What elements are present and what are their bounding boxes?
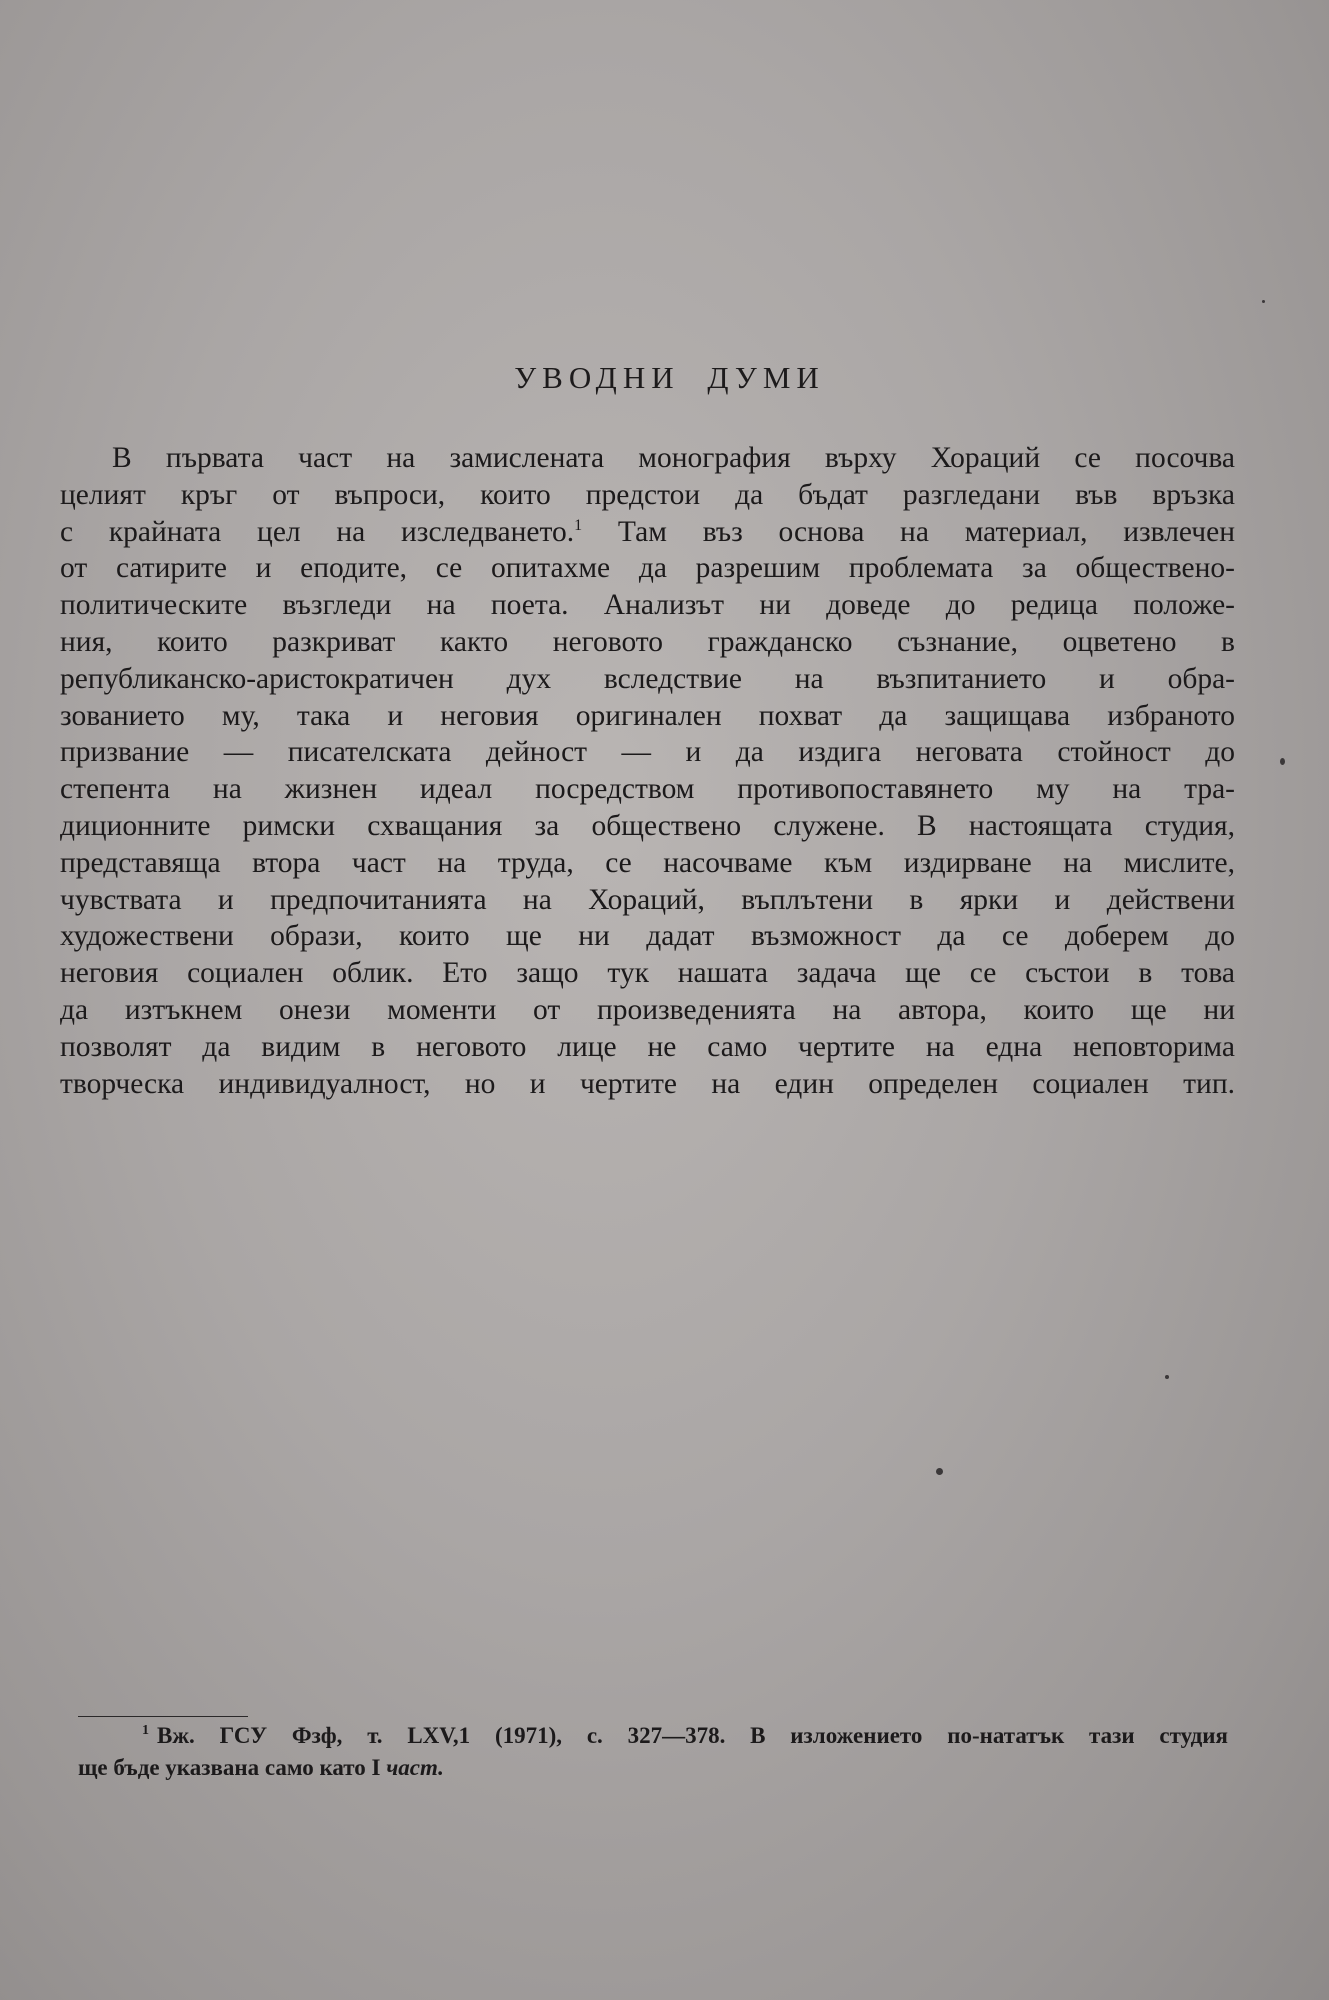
paragraph-line: републиканско-аристократичен дух вследствие на възпитанието и обра- — [60, 662, 1235, 695]
paragraph-line: да изтъкнем онези моменти от произведенията на автора, които ще ни — [60, 993, 1235, 1026]
footnote-text: Вж. ГСУ Фзф, т. LXV,1 (1971), с. 327—378. В изложението по-нататък тази студия — [157, 1723, 1228, 1748]
paper-speck — [936, 1468, 943, 1475]
footnote-italic-text: част. — [386, 1755, 444, 1780]
paragraph-line: призвание — писателската дейност — и да издига неговата стойност до — [60, 736, 1235, 769]
body-paragraph — [60, 440, 1235, 1102]
page-title-text: УВОДНИ ДУМИ — [514, 360, 825, 395]
paragraph-line: диционните римски схващания за обществено служене. В настоящата студия, — [60, 809, 1235, 842]
paragraph-line: политическите възгледи на поета. Анализът ни доведе до редица положе- — [60, 589, 1235, 622]
paragraph-line — [60, 514, 1235, 551]
page-title — [0, 360, 1329, 396]
paragraph-line: степента на жизнен идеал посредством противопоставянето му на тра- — [60, 773, 1235, 806]
paper-speck — [1165, 1375, 1169, 1379]
paragraph-line: от сатирите и еподите, се опитахме да разрешим проблемата за обществено- — [60, 552, 1235, 585]
paragraph-line: целият кръг от въпроси, които предстои да бъдат разгледани във връзка — [60, 478, 1235, 511]
paragraph-line: зованието му, така и неговия оригинален похват да защищава избраното — [60, 699, 1235, 732]
paragraph-line: художествени образи, които ще ни дадат възможност да се доберем до — [60, 920, 1235, 953]
paper-speck — [1262, 300, 1265, 303]
footnote-number: 1 — [142, 1723, 149, 1739]
paragraph-line: позволят да видим в неговото лице не само чертите на една неповторима — [60, 1030, 1235, 1063]
paragraph-line: ния, които разкриват както неговото гражданско съзнание, оцветено в — [60, 625, 1235, 658]
footnote-text: ще бъде указвана само като I — [78, 1755, 387, 1780]
footnote-separator — [78, 1716, 248, 1717]
paragraph-line: В първата част на замислената монография върху Хораций се посочва — [112, 442, 1235, 474]
paper-speck — [1280, 758, 1285, 765]
footnote-reference[interactable]: 1 — [574, 516, 583, 534]
paragraph-line: чувствата и предпочитанията на Хораций, въплътени в ярки и действени — [60, 883, 1235, 916]
footnote — [78, 1720, 1228, 1784]
footnote-line — [78, 1720, 1228, 1752]
footnote-line — [78, 1752, 1228, 1784]
paragraph-line: неговия социален облик. Ето защо тук нашата задача ще се състои в това — [60, 957, 1235, 990]
paragraph-line: творческа индивидуалност, но и чертите на един определен социален тип. — [60, 1067, 1235, 1100]
paragraph-line: представяща втора част на труда, се насочваме към издирване на мислите, — [60, 846, 1235, 879]
paragraph-line-text: Там въз основа на материал, извлечен — [582, 515, 1235, 548]
paragraph-line-text: с крайната цел на изследването. — [60, 515, 575, 548]
